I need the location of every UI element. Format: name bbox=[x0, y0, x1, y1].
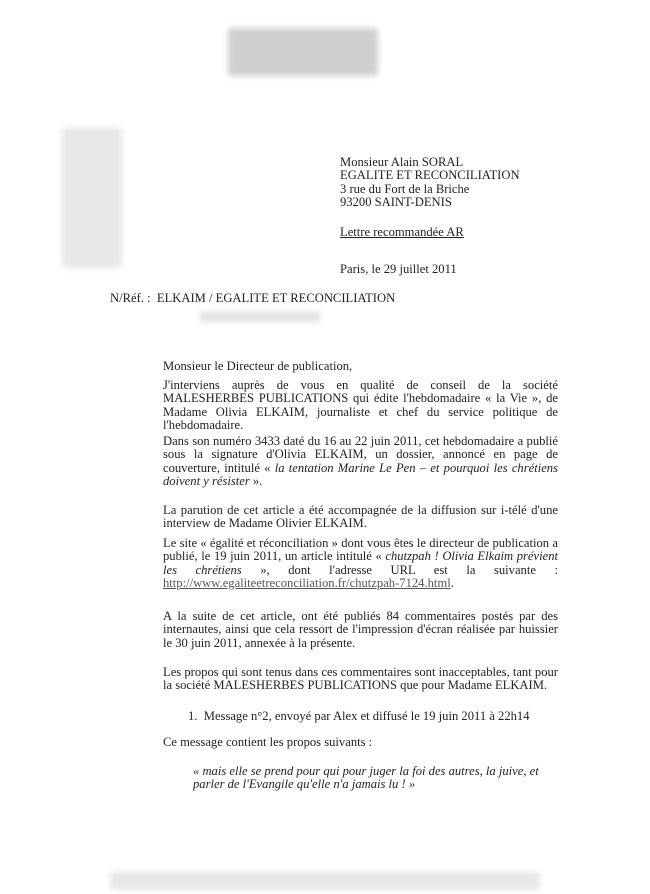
reference-value: ELKAIM / EGALITE ET RECONCILIATION bbox=[156, 291, 396, 305]
reference bbox=[110, 292, 395, 305]
paragraph-2 bbox=[163, 435, 558, 489]
recipient-city: 93200 SAINT-DENIS bbox=[340, 195, 452, 210]
recipient-street: 3 rue du Fort de la Briche bbox=[340, 181, 470, 196]
p2-text: Dans son numéro 3433 daté du 16 au 22 juin 2011, cet hebdomadaire a publié sous la signature d'Olivia ELKAIM, un dossier, annoncé en page de couverture, intitulé « bbox=[163, 434, 558, 475]
article-url-link[interactable]: http://www.egaliteetreconciliation.fr/chutzpah-7124.html bbox=[163, 576, 451, 591]
recipient-name: Monsieur Alain SORAL bbox=[340, 155, 464, 169]
p4-text-2: », dont l'adresse URL est la suivante : bbox=[241, 562, 558, 577]
delivery-mode: Lettre recommandée AR bbox=[340, 225, 464, 239]
quoted-comment bbox=[193, 765, 558, 792]
redacted-footer bbox=[110, 872, 540, 890]
p4-text: Le site « égalité et réconciliation » dont vous êtes le directeur de publication a publié, le 19 juin 2011, un article intitulé « bbox=[163, 536, 558, 564]
recipient-org: EGALITE ET RECONCILIATION bbox=[340, 168, 520, 183]
redacted-letterhead bbox=[228, 28, 378, 76]
list-text: Message n°2, envoyé par Alex et diffusé le 19 juin 2011 à 22h14 bbox=[203, 709, 530, 723]
p4-article-title: chutzpah ! Olivia Elkaim prévient les chrétiens bbox=[163, 549, 558, 577]
p2-article-title: la tentation Marine Le Pen – et pourquoi les chrétiens doivent y résister bbox=[163, 460, 559, 489]
paragraph-6: Les propos qui sont tenus dans ces commentaires sont inacceptables, tant pour la société MALESHERBES PUBLICATIONS que pour Madame ELKAIM. bbox=[163, 665, 558, 693]
list-number: 1. bbox=[188, 709, 198, 723]
p4-end: . bbox=[450, 576, 454, 591]
list-item bbox=[188, 710, 530, 723]
paragraph-3: La parution de cet article a été accompagnée de la diffusion sur i-télé d'une interview de Madame Olivier ELKAIM. bbox=[163, 503, 558, 531]
quote-text: « mais elle se prend pour qui pour juger la foi des autres, la juive, et parler de l'Evangile qu'elle n'a jamais lu ! » bbox=[193, 764, 539, 792]
quote-intro: Ce message contient les propos suivants : bbox=[163, 735, 373, 749]
paragraph-1: J'interviens auprès de vous en qualité de conseil de la société MALESHERBES PUBLICATIONS qui édite l'hebdomadaire « la Vie », de Madame Olivia ELKAIM, journaliste et chef du service politique de l'hebdomadaire. bbox=[163, 378, 558, 433]
recipient-address bbox=[340, 156, 520, 210]
letter-date: Paris, le 29 juillet 2011 bbox=[340, 262, 457, 276]
salutation: Monsieur le Directeur de publication, bbox=[163, 359, 353, 373]
paragraph-5: A la suite de cet article, ont été publiés 84 commentaires postés par des internautes, ainsi que cela ressort de l'impression d'écran réalisée par huissier le 30 juin 2011, annexée à la présente. bbox=[163, 609, 558, 650]
p2-end: ». bbox=[249, 474, 263, 489]
redacted-ref-number bbox=[200, 312, 320, 322]
reference-label: N/Réf. : bbox=[110, 291, 151, 305]
paragraph-4 bbox=[163, 537, 558, 591]
redacted-sender-list bbox=[62, 128, 122, 268]
